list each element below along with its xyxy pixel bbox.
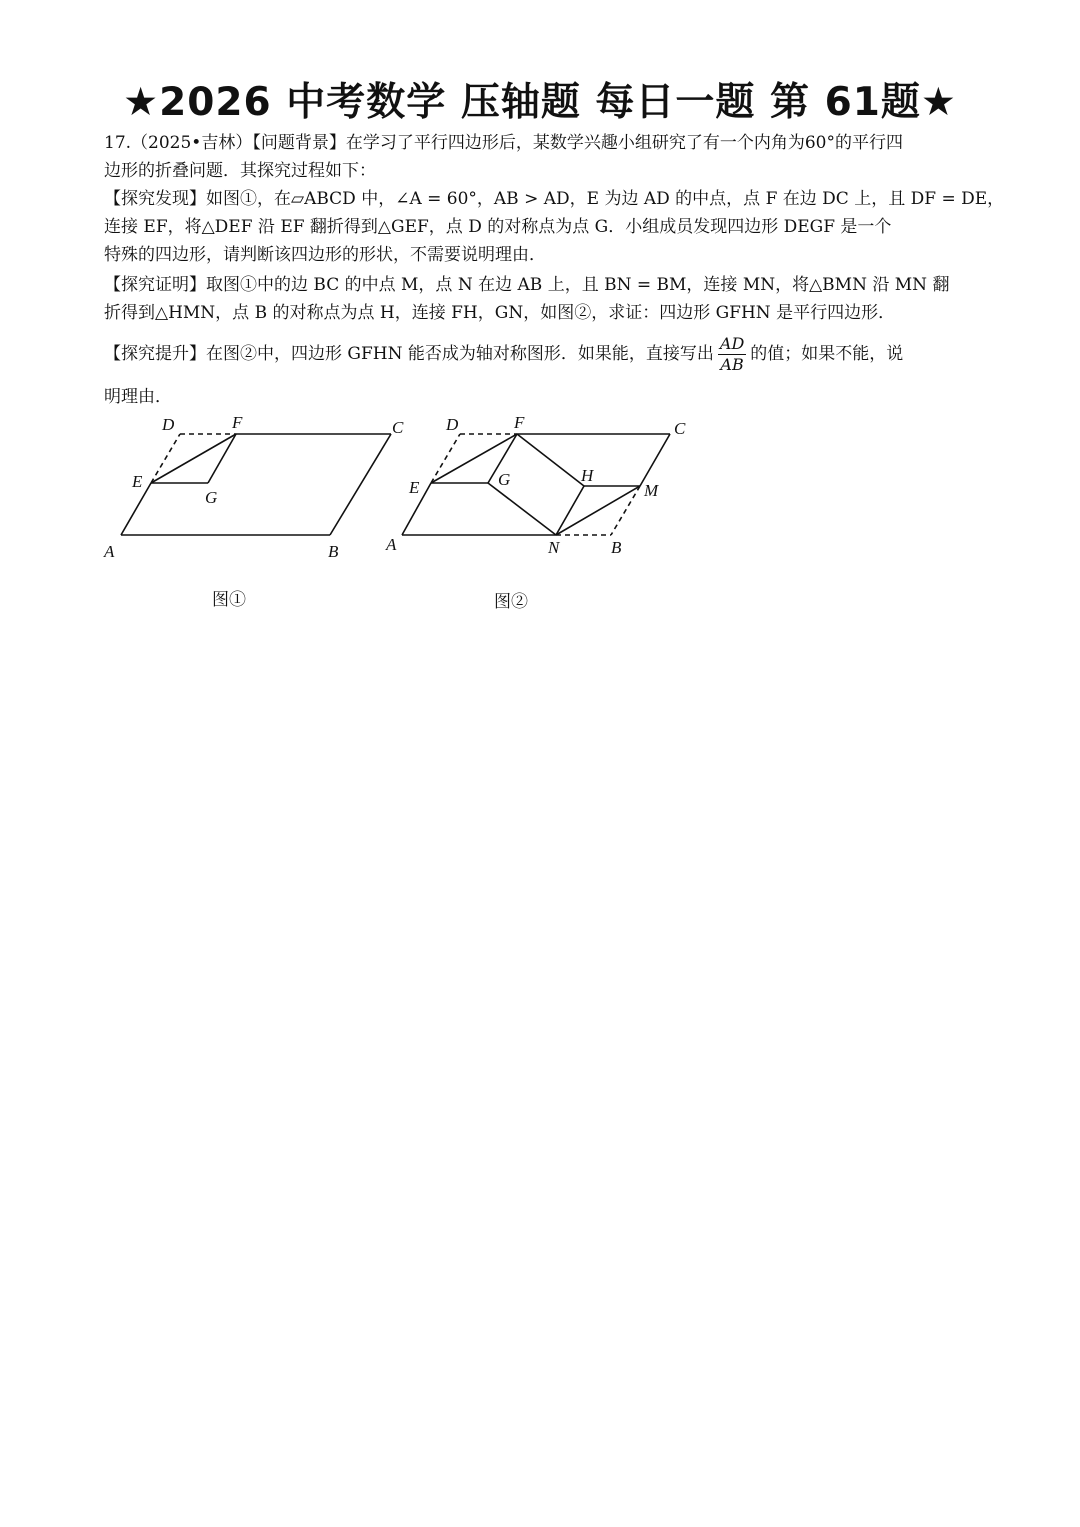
fig2-edge-nm	[556, 486, 640, 535]
fig2-edge-fh	[517, 434, 584, 486]
fraction-numerator: AD	[719, 334, 745, 353]
fig2-label-c: C	[674, 419, 686, 438]
page-title: ★2026 中考数学 压轴题 每日一题 第 61题★	[123, 80, 957, 125]
fig2-edge-cm	[640, 434, 670, 486]
problem-line-1: 17.（2025•吉林）【问题背景】在学习了平行四边形后，某数学兴趣小组研究了有一个内角为60°的平行四	[104, 133, 903, 153]
fig2-label-a: A	[386, 535, 397, 554]
problem-line-6: 【探究证明】取图①中的边 BC 的中点 M，点 N 在边 AB 上，且 BN = BM，连接 MN，将△BMN 沿 MN 翻	[104, 275, 950, 295]
fraction-denominator: AB	[720, 355, 744, 374]
figure-2	[0, 0, 1080, 620]
figure-2-caption: 图②	[494, 592, 528, 612]
problem-line-7: 折得到△HMN，点 B 的对称点为点 H，连接 FH，GN，如图②，求证：四边形 GFHN 是平行四边形．	[104, 303, 896, 323]
fig1-label-d: D	[162, 415, 175, 434]
problem-line-3: 【探究发现】如图①，在▱ABCD 中，∠A = 60°，AB > AD，E 为边 AD 的中点，点 F 在边 DC 上，且 DF = DE，	[104, 189, 1005, 209]
problem-line-8-after: 的值；如果不能，说	[750, 344, 904, 364]
problem-line-9: 明理由．	[104, 387, 172, 407]
fig1-label-c: C	[392, 418, 404, 437]
fig2-edge-gn	[488, 483, 556, 535]
figure-1-caption: 图①	[212, 590, 246, 610]
fig2-edge-mb-dashed	[611, 486, 640, 535]
fig1-label-b: B	[328, 542, 339, 561]
problem-line-2: 边形的折叠问题．其探究过程如下：	[104, 161, 376, 181]
fig1-label-a: A	[104, 542, 115, 561]
fig1-label-g: G	[205, 488, 218, 507]
fig1-label-e: E	[132, 472, 143, 491]
fig2-label-h: H	[581, 466, 594, 485]
fig2-label-f: F	[514, 413, 525, 432]
fig2-label-b: B	[611, 538, 622, 557]
problem-line-5: 特殊的四边形，请判断该四边形的形状，不需要说明理由．	[104, 245, 546, 265]
fig2-label-m: M	[644, 481, 659, 500]
fig2-label-e: E	[409, 478, 420, 497]
problem-line-4: 连接 EF，将△DEF 沿 EF 翻折得到△GEF，点 D 的对称点为点 G．小组成员发现四边形 DEGF 是一个	[104, 217, 892, 237]
fig2-label-g: G	[498, 470, 511, 489]
fig2-label-n: N	[548, 538, 560, 557]
fig1-label-f: F	[232, 413, 243, 432]
fig2-label-d: D	[446, 415, 459, 434]
problem-line-8-before: 【探究提升】在图②中，四边形 GFHN 能否成为轴对称图形．如果能，直接写出	[104, 344, 714, 364]
